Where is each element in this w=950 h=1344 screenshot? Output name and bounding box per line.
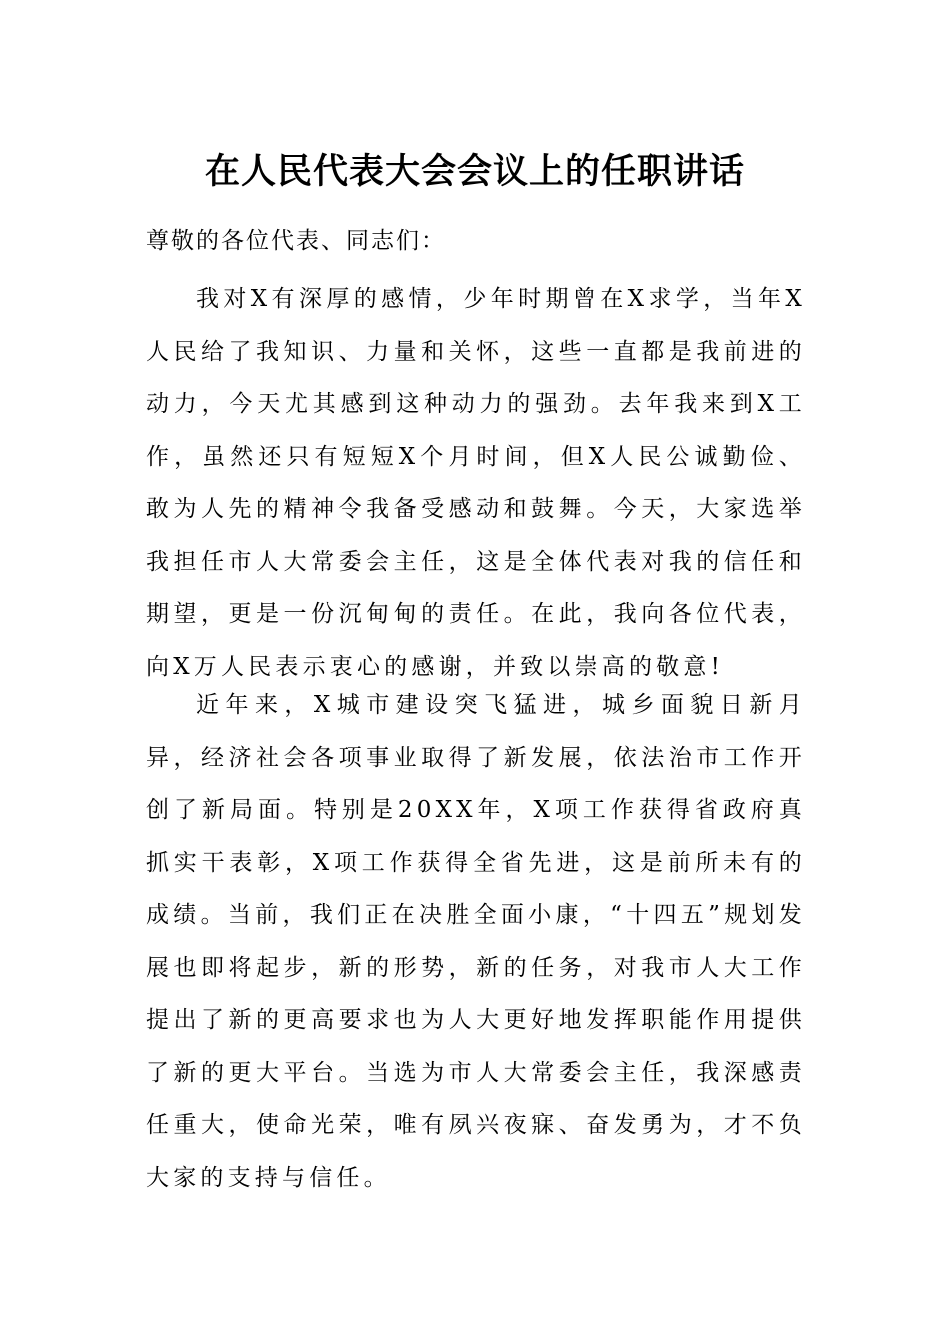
- body-paragraph-2: 近年来，X城市建设突飞猛进，城乡面貌日新月异，经济社会各项事业取得了新发展，依法治市工作开创了新局面。特别是20XX年，X项工作获得省政府真抓实干表彰，X项工作获得全省先进，这是前所未有的成绩。当前，我们正在决胜全面小康，“十四五”规划发展也即将起步，新的形势，新的任务，对我市人大工作提出了新的更高要求也为人大更好地发挥职能作用提供了新的更大平台。当选为市人大常委会主任，我深感责任重大，使命光荣，唯有夙兴夜寐、奋发勇为，才不负大家的支持与信任。: [146, 692, 806, 1191]
- body-paragraph-1: 我对X有深厚的感情，少年时期曾在X求学，当年X人民给了我知识、力量和关怀，这些一直都是我前进的动力，今天尤其感到这种动力的强劲。去年我来到X工作，虽然还只有短短X个月时间，但X人民公诚勤俭、敢为人先的精神令我备受感动和鼓舞。今天，大家选举我担任市人大常委会主任，这是全体代表对我的信任和期望，更是一份沉甸甸的责任。在此，我向各位代表，向X万人民表示衷心的感谢，并致以崇高的敬意!: [146, 286, 806, 680]
- document-title: 在人民代表大会会议上的任职讲话: [204, 151, 745, 192]
- salutation: 尊敬的各位代表、同志们：: [146, 228, 446, 254]
